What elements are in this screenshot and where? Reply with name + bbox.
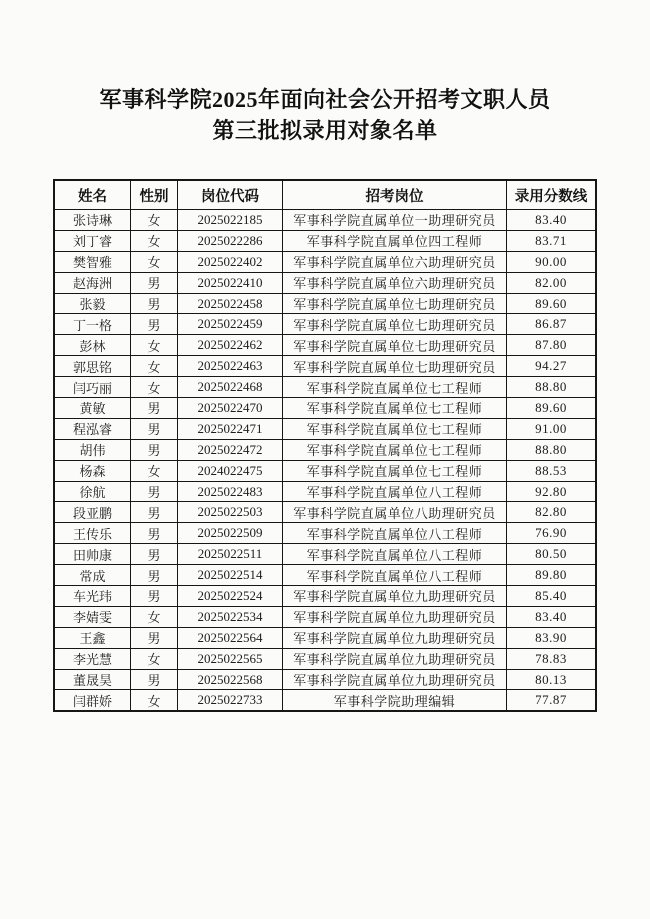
table-body <box>54 210 596 712</box>
cell-position: 军事科学院直属单位八工程师 <box>283 565 507 586</box>
cell-code: 2025022511 <box>178 544 283 565</box>
cell-name: 刘丁睿 <box>54 230 131 251</box>
cell-score: 90.00 <box>507 251 597 272</box>
cell-code: 2025022472 <box>178 439 283 460</box>
cell-code: 2025022524 <box>178 586 283 607</box>
cell-position: 军事科学院助理编辑 <box>283 690 507 711</box>
table-row <box>54 377 596 398</box>
table-row <box>54 335 596 356</box>
table-row <box>54 627 596 648</box>
document-title-line2: 第三批拟录用对象名单 <box>212 118 438 143</box>
cell-code: 2025022286 <box>178 230 283 251</box>
cell-name: 董晟昊 <box>54 669 131 690</box>
table-row <box>54 460 596 481</box>
recruitment-roster-table <box>53 179 597 712</box>
table-row <box>54 272 596 293</box>
cell-gender: 男 <box>131 439 178 460</box>
cell-gender: 女 <box>131 210 178 231</box>
cell-position: 军事科学院直属单位八助理研究员 <box>283 502 507 523</box>
cell-score: 89.60 <box>507 293 597 314</box>
cell-name: 常成 <box>54 565 131 586</box>
cell-position: 军事科学院直属单位七工程师 <box>283 439 507 460</box>
cell-score: 82.80 <box>507 502 597 523</box>
cell-gender: 女 <box>131 251 178 272</box>
cell-position: 军事科学院直属单位七工程师 <box>283 398 507 419</box>
cell-gender: 女 <box>131 690 178 711</box>
cell-code: 2025022471 <box>178 418 283 439</box>
cell-gender: 男 <box>131 523 178 544</box>
cell-position: 军事科学院直属单位六助理研究员 <box>283 272 507 293</box>
cell-code: 2025022514 <box>178 565 283 586</box>
cell-name: 田帅康 <box>54 544 131 565</box>
table-row <box>54 544 596 565</box>
table-row <box>54 669 596 690</box>
cell-code: 2024022475 <box>178 460 283 481</box>
cell-gender: 男 <box>131 293 178 314</box>
cell-position: 军事科学院直属单位七工程师 <box>283 377 507 398</box>
cell-position: 军事科学院直属单位八工程师 <box>283 544 507 565</box>
table-header <box>54 180 596 210</box>
table-row <box>54 648 596 669</box>
column-header-code: 岗位代码 <box>178 180 283 210</box>
cell-code: 2025022733 <box>178 690 283 711</box>
cell-code: 2025022509 <box>178 523 283 544</box>
cell-position: 军事科学院直属单位七助理研究员 <box>283 356 507 377</box>
table-row <box>54 293 596 314</box>
cell-position: 军事科学院直属单位六助理研究员 <box>283 251 507 272</box>
table-row <box>54 481 596 502</box>
cell-name: 张诗琳 <box>54 210 131 231</box>
cell-code: 2025022410 <box>178 272 283 293</box>
cell-code: 2025022534 <box>178 606 283 627</box>
cell-gender: 男 <box>131 398 178 419</box>
table-row <box>54 606 596 627</box>
cell-code: 2025022565 <box>178 648 283 669</box>
cell-score: 83.90 <box>507 627 597 648</box>
header-row <box>54 180 596 210</box>
cell-position: 军事科学院直属单位四工程师 <box>283 230 507 251</box>
table-row <box>54 565 596 586</box>
cell-code: 2025022463 <box>178 356 283 377</box>
cell-name: 丁一格 <box>54 314 131 335</box>
cell-name: 张毅 <box>54 293 131 314</box>
cell-code: 2025022459 <box>178 314 283 335</box>
cell-gender: 女 <box>131 460 178 481</box>
table-row <box>54 251 596 272</box>
cell-position: 军事科学院直属单位七助理研究员 <box>283 335 507 356</box>
cell-code: 2025022402 <box>178 251 283 272</box>
cell-gender: 男 <box>131 669 178 690</box>
cell-score: 91.00 <box>507 418 597 439</box>
cell-score: 83.40 <box>507 606 597 627</box>
cell-code: 2025022458 <box>178 293 283 314</box>
table-row <box>54 439 596 460</box>
cell-code: 2025022564 <box>178 627 283 648</box>
cell-position: 军事科学院直属单位七工程师 <box>283 418 507 439</box>
cell-name: 程泓睿 <box>54 418 131 439</box>
cell-gender: 男 <box>131 481 178 502</box>
cell-gender: 男 <box>131 565 178 586</box>
cell-score: 80.13 <box>507 669 597 690</box>
cell-score: 83.71 <box>507 230 597 251</box>
cell-name: 黄敏 <box>54 398 131 419</box>
cell-name: 闫群娇 <box>54 690 131 711</box>
cell-gender: 男 <box>131 502 178 523</box>
cell-gender: 女 <box>131 230 178 251</box>
cell-name: 胡伟 <box>54 439 131 460</box>
cell-code: 2025022470 <box>178 398 283 419</box>
cell-gender: 女 <box>131 648 178 669</box>
cell-score: 82.00 <box>507 272 597 293</box>
cell-position: 军事科学院直属单位一助理研究员 <box>283 210 507 231</box>
table-row <box>54 230 596 251</box>
cell-name: 郭思铭 <box>54 356 131 377</box>
cell-position: 军事科学院直属单位七助理研究员 <box>283 314 507 335</box>
cell-name: 彭林 <box>54 335 131 356</box>
cell-score: 77.87 <box>507 690 597 711</box>
table-row <box>54 314 596 335</box>
cell-code: 2025022483 <box>178 481 283 502</box>
table-row <box>54 690 596 711</box>
cell-code: 2025022462 <box>178 335 283 356</box>
cell-score: 88.53 <box>507 460 597 481</box>
document-title <box>0 0 650 146</box>
cell-code: 2025022468 <box>178 377 283 398</box>
cell-score: 94.27 <box>507 356 597 377</box>
column-header-position: 招考岗位 <box>283 180 507 210</box>
cell-name: 樊智雅 <box>54 251 131 272</box>
cell-position: 军事科学院直属单位八工程师 <box>283 481 507 502</box>
cell-gender: 女 <box>131 377 178 398</box>
table-row <box>54 398 596 419</box>
cell-score: 85.40 <box>507 586 597 607</box>
cell-code: 2025022568 <box>178 669 283 690</box>
document-title-line1: 军事科学院2025年面向社会公开招考文职人员 <box>99 87 551 112</box>
cell-gender: 男 <box>131 544 178 565</box>
cell-name: 李婧雯 <box>54 606 131 627</box>
cell-position: 军事科学院直属单位七助理研究员 <box>283 293 507 314</box>
cell-score: 76.90 <box>507 523 597 544</box>
cell-name: 闫巧丽 <box>54 377 131 398</box>
cell-name: 徐航 <box>54 481 131 502</box>
cell-score: 92.80 <box>507 481 597 502</box>
cell-gender: 男 <box>131 586 178 607</box>
cell-name: 车光玮 <box>54 586 131 607</box>
cell-position: 军事科学院直属单位八工程师 <box>283 523 507 544</box>
cell-position: 军事科学院直属单位九助理研究员 <box>283 669 507 690</box>
table-row <box>54 210 596 231</box>
cell-position: 军事科学院直属单位七工程师 <box>283 460 507 481</box>
cell-name: 王鑫 <box>54 627 131 648</box>
cell-gender: 男 <box>131 314 178 335</box>
table-row <box>54 502 596 523</box>
cell-score: 89.80 <box>507 565 597 586</box>
table-row <box>54 586 596 607</box>
cell-position: 军事科学院直属单位九助理研究员 <box>283 648 507 669</box>
cell-gender: 女 <box>131 335 178 356</box>
cell-score: 89.60 <box>507 398 597 419</box>
cell-name: 段亚鹏 <box>54 502 131 523</box>
cell-name: 王传乐 <box>54 523 131 544</box>
cell-code: 2025022185 <box>178 210 283 231</box>
cell-gender: 女 <box>131 356 178 377</box>
cell-position: 军事科学院直属单位九助理研究员 <box>283 586 507 607</box>
table-row <box>54 418 596 439</box>
cell-gender: 男 <box>131 418 178 439</box>
cell-score: 80.50 <box>507 544 597 565</box>
column-header-score: 录用分数线 <box>507 180 597 210</box>
cell-gender: 男 <box>131 272 178 293</box>
cell-position: 军事科学院直属单位九助理研究员 <box>283 627 507 648</box>
cell-gender: 女 <box>131 606 178 627</box>
column-header-gender: 性别 <box>131 180 178 210</box>
cell-score: 83.40 <box>507 210 597 231</box>
cell-score: 86.87 <box>507 314 597 335</box>
cell-position: 军事科学院直属单位九助理研究员 <box>283 606 507 627</box>
cell-gender: 男 <box>131 627 178 648</box>
cell-score: 87.80 <box>507 335 597 356</box>
table-row <box>54 523 596 544</box>
column-header-name: 姓名 <box>54 180 131 210</box>
cell-name: 杨森 <box>54 460 131 481</box>
cell-score: 88.80 <box>507 377 597 398</box>
table-row <box>54 356 596 377</box>
cell-name: 李光慧 <box>54 648 131 669</box>
cell-score: 88.80 <box>507 439 597 460</box>
cell-name: 赵海洲 <box>54 272 131 293</box>
cell-score: 78.83 <box>507 648 597 669</box>
cell-code: 2025022503 <box>178 502 283 523</box>
